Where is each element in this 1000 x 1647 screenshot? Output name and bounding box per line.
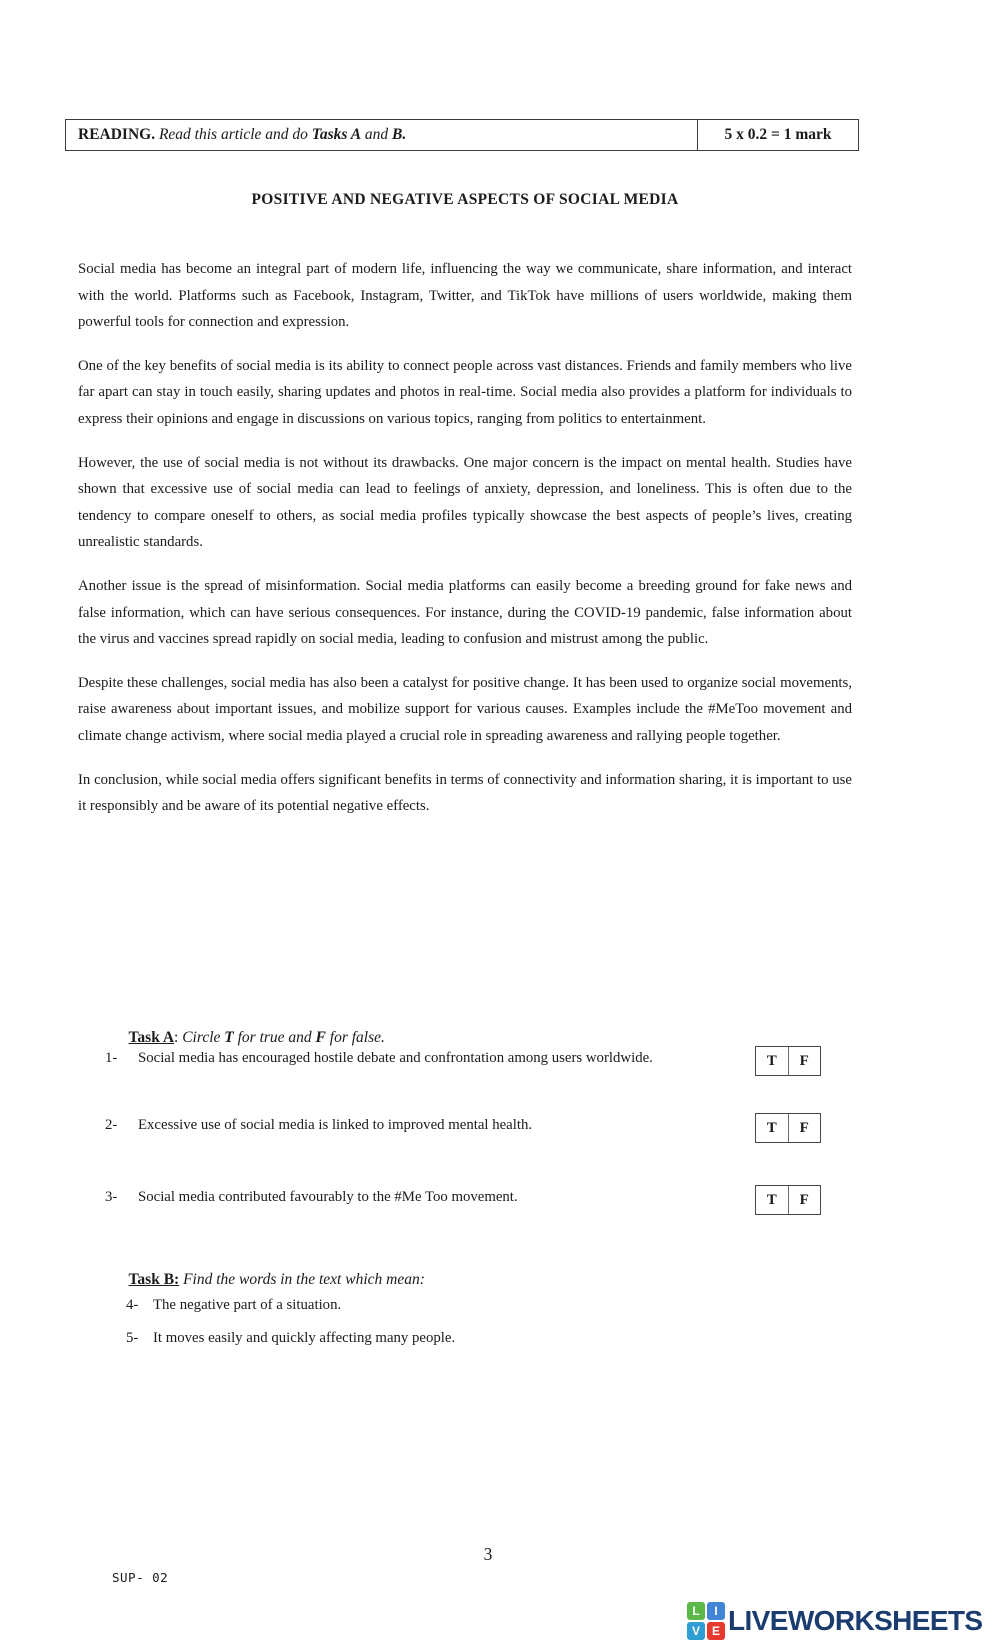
task-a-instruction-mid: for true and (233, 1029, 316, 1046)
page-number: 3 (483, 1544, 493, 1564)
false-option-2[interactable]: F (799, 1119, 809, 1136)
item-number: 1- (105, 1050, 118, 1066)
reading-instruction (66, 120, 697, 150)
liveworksheets-wordmark: LIVEWORKSHEETS (728, 1605, 983, 1636)
article-paragraph-2: One of the key benefits of social media is its ability to connect people across vast distances. Friends and family members who live far apart can stay in touch easily, sharing updates and photos in real-time. Social media also provides a platform for individuals to express their opinions and engage in discussions on various topics, ranging from politics to entertainment. (78, 357, 852, 427)
task-a-item-3 (105, 1189, 821, 1206)
task-b-instruction: Find the words in the text which mean: (179, 1271, 425, 1288)
task-b-item-5 (126, 1330, 776, 1347)
article-paragraph-3: However, the use of social media is not without its drawbacks. One major concern is the impact on mental health. Studies have shown that excessive use of social media can lead to feelings of anxiety, depression, and loneliness. This is often due to the tendency to compare oneself to others, as social media profiles typically showcase the best aspects of people’s lives, creating unrealistic standards. (78, 454, 852, 551)
article-paragraph-1: Social media has become an integral part of modern life, influencing the way we communicate, share information, and interact with the world. Platforms such as Facebook, Instagram, Twitter, and TikTok have millions of users worldwide, making them powerful tools for connection and expression. (78, 261, 852, 331)
item-number: 3- (105, 1189, 118, 1205)
article-title: POSITIVE AND NEGATIVE ASPECTS OF SOCIAL MEDIA (251, 191, 679, 208)
marks-cell: 5 x 0.2 = 1 mark (697, 120, 858, 150)
task-a-item-2 (105, 1117, 821, 1134)
task-a-instruction-t: T (224, 1029, 234, 1046)
task-b-item-4 (126, 1297, 776, 1314)
instruction-and: and (361, 126, 393, 143)
instruction-tasks-a: Tasks A (311, 126, 362, 143)
true-false-box-3 (755, 1185, 821, 1215)
article-paragraph-5: Despite these challenges, social media has also been a catalyst for positive change. It has been used to organize social movements, raise awareness about important issues, and mobilize support for various causes. Examples include the #MeToo movement and climate change activism, where social media played a crucial role in spreading awareness and rallying people together. (78, 674, 852, 744)
false-option-3[interactable]: F (799, 1191, 809, 1208)
task-a-item-1 (105, 1050, 821, 1067)
item-statement: The negative part of a situation. (153, 1297, 342, 1313)
liveworksheets-logo[interactable] (687, 1601, 983, 1641)
item-number: 2- (105, 1117, 118, 1133)
reading-header-box (65, 119, 859, 151)
article-body (78, 256, 852, 837)
item-statement: Social media has encouraged hostile debate and confrontation among users worldwide. (138, 1050, 653, 1066)
true-option-2[interactable]: T (756, 1114, 789, 1142)
task-a-label: Task A (128, 1029, 175, 1046)
item-statement: Excessive use of social media is linked to improved mental health. (138, 1117, 533, 1133)
reading-label: READING. (78, 126, 156, 143)
task-b-label: Task B: (128, 1271, 180, 1288)
logo-square-i: I (707, 1602, 725, 1620)
logo-square-l: L (687, 1602, 705, 1620)
false-option-1[interactable]: F (799, 1052, 809, 1069)
document-code: SUP- 02 (112, 1570, 169, 1585)
instruction-text: Read this article and do (155, 126, 312, 143)
liveworksheets-icon (687, 1602, 725, 1640)
true-false-box-1 (755, 1046, 821, 1076)
true-false-box-2 (755, 1113, 821, 1143)
task-a-instruction-f: F (315, 1029, 326, 1046)
instruction-b: B. (392, 126, 407, 143)
item-number: 4- (126, 1297, 139, 1313)
logo-square-v: V (687, 1622, 705, 1640)
article-paragraph-4: Another issue is the spread of misinformation. Social media platforms can easily become a breeding ground for fake news and false information, which can have serious consequences. For instance, during the COVID-19 pandemic, false information about the virus and vaccines spread rapidly on social media, leading to confusion and mistrust among the public. (78, 577, 852, 648)
item-statement: It moves easily and quickly affecting many people. (153, 1330, 456, 1346)
item-statement: Social media contributed favourably to the #Me Too movement. (138, 1189, 518, 1205)
true-option-1[interactable]: T (756, 1047, 789, 1075)
logo-square-e: E (707, 1622, 725, 1640)
true-option-3[interactable]: T (756, 1186, 789, 1214)
item-number: 5- (126, 1330, 139, 1346)
article-paragraph-6: In conclusion, while social media offers significant benefits in terms of connectivity and information sharing, it is important to use it responsibly and be aware of its potential negative effects. (78, 771, 852, 815)
task-a-instruction: Circle (182, 1029, 225, 1046)
task-a-separator: : (174, 1029, 183, 1046)
task-a-instruction-end: for false. (325, 1029, 385, 1046)
